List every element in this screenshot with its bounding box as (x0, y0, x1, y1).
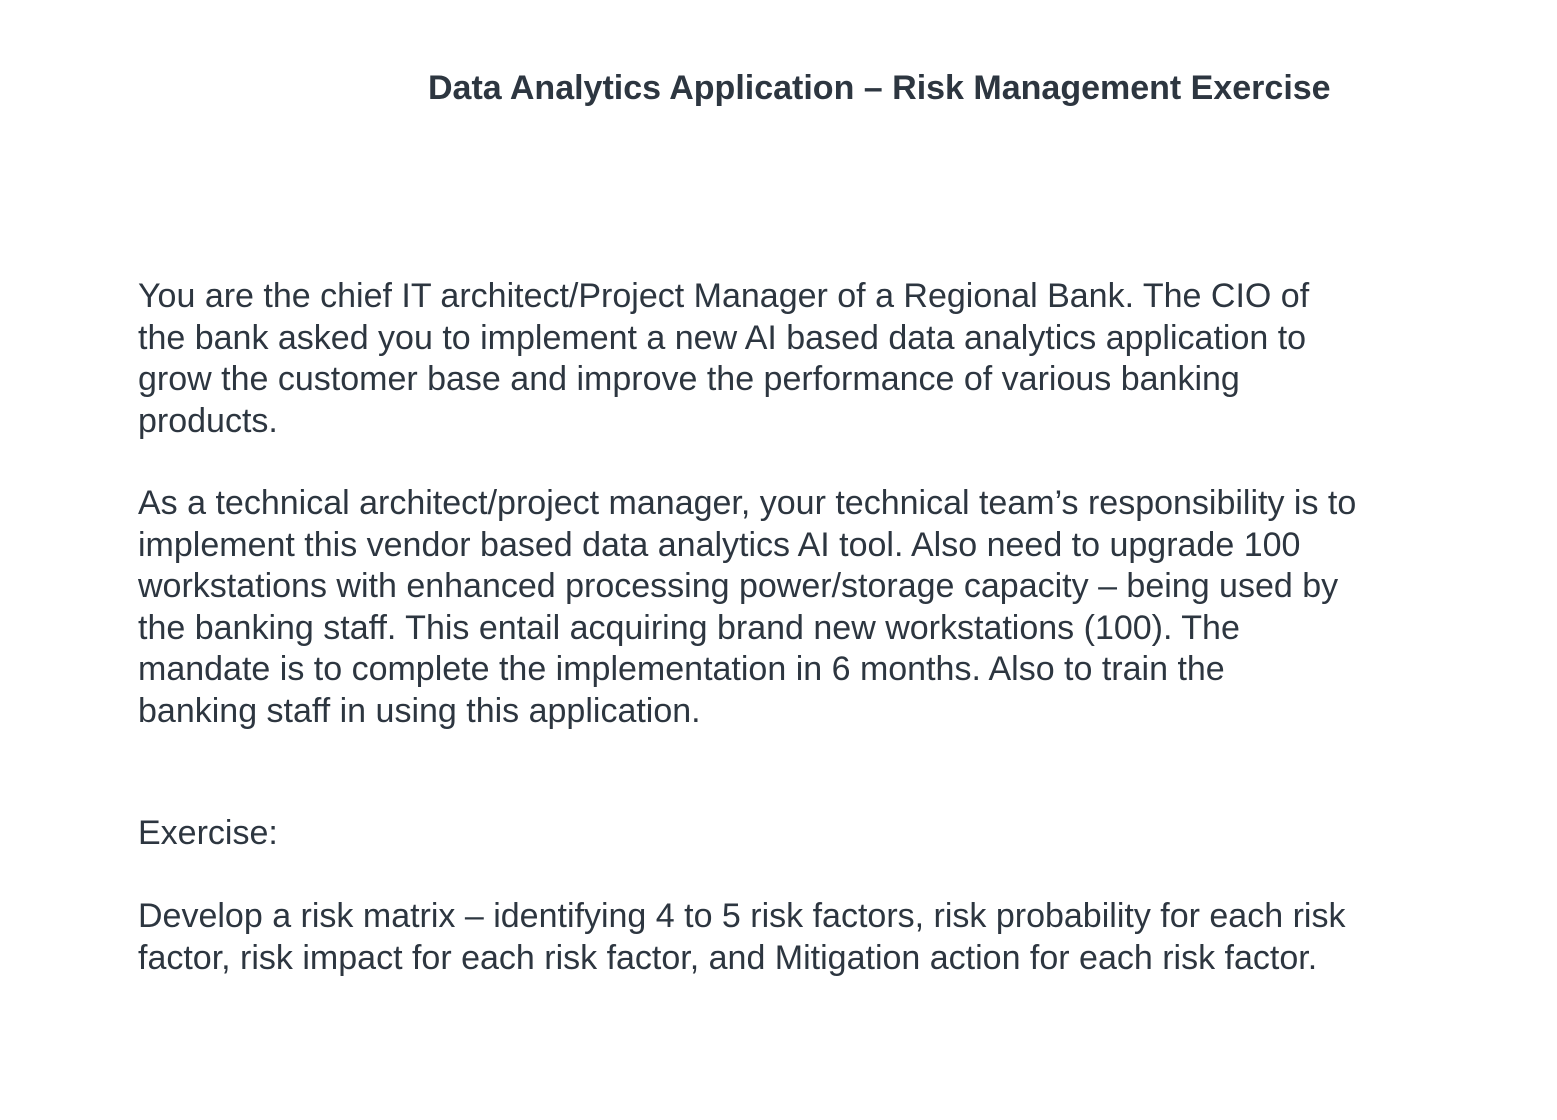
document-title: Data Analytics Application – Risk Management Exercise (428, 69, 1331, 107)
exercise-task-line: factor, risk impact for each risk factor, and Mitigation action for each risk factor. (138, 938, 1318, 977)
responsibility-line: implement this vendor based data analytics AI tool. Also need to upgrade 100 (138, 525, 1301, 564)
responsibility-line: mandate is to complete the implementation in 6 months. Also to train the (138, 650, 1225, 688)
responsibility-line: banking staff in using this application. (138, 691, 701, 730)
intro-line: You are the chief IT architect/Project Manager of a Regional Bank. The CIO of (138, 277, 1310, 315)
responsibility-line: As a technical architect/project manager, your technical team’s responsibility is to (138, 484, 1357, 522)
intro-line: products. (138, 401, 278, 440)
intro-line: the bank asked you to implement a new AI based data analytics application to (138, 318, 1307, 357)
responsibility-line: the banking staff. This entail acquiring brand new workstations (100). The (138, 608, 1240, 647)
responsibility-line: workstations with enhanced processing power/storage capacity – being used by (138, 567, 1339, 605)
exercise-heading: Exercise: (138, 814, 278, 852)
exercise-task-line: Develop a risk matrix – identifying 4 to 5 risk factors, risk probability for each risk (138, 897, 1346, 935)
intro-paragraph (138, 276, 1309, 442)
intro-line: grow the customer base and improve the performance of various banking (138, 360, 1240, 398)
responsibility-paragraph (138, 483, 1356, 732)
exercise-task-paragraph (138, 896, 1345, 979)
